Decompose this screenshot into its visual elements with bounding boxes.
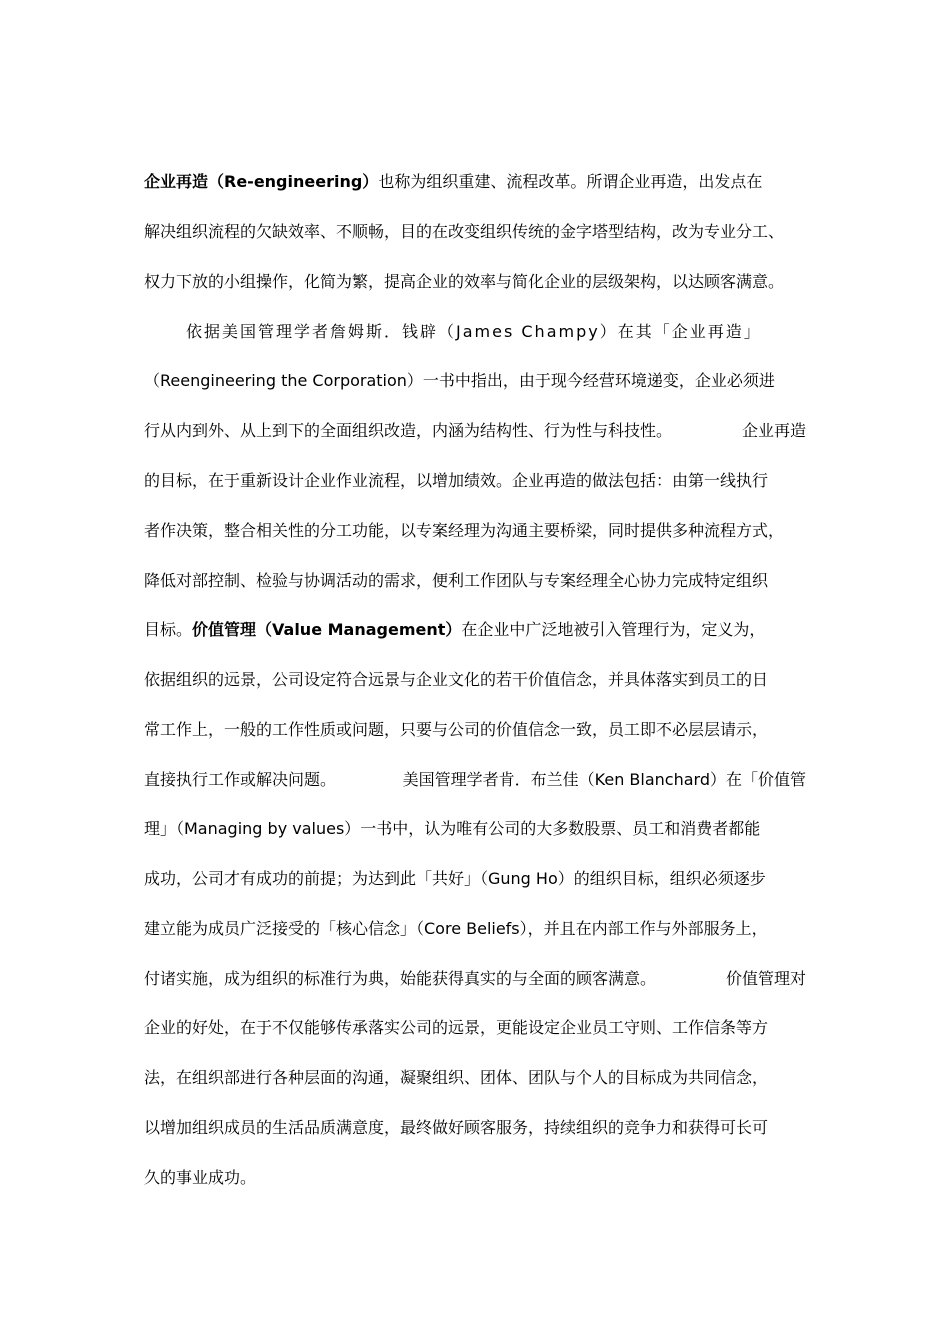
line-tail-text: 企业再造: [741, 421, 806, 440]
line-text: 法，在组织部进行各种层面的沟通，凝聚组织、团体、团队与个人的目标成为共同信念，: [144, 1068, 769, 1087]
paragraph-line: [144, 516, 784, 546]
line-text: 付诸实施，成为组织的标准行为典，始能获得真实的与全面的顾客满意。: [144, 969, 657, 988]
paragraph-line: [144, 914, 768, 944]
paragraph-line: [144, 1013, 768, 1043]
paragraph-line: [144, 765, 806, 795]
line-text: 久的事业成功。: [144, 1168, 257, 1187]
line-text: 理」（Managing by values）一书中，认为唯有公司的大多数股票、员工和消费者都能: [144, 819, 761, 838]
line-text: 的目标，在于重新设计企业作业流程，以增加绩效。企业再造的做法包括：由第一线执行: [144, 471, 769, 490]
paragraph-line: [144, 466, 768, 496]
line-text: 依据组织的远景，公司设定符合远景与企业文化的若干价值信念，并具体落实到员工的日: [144, 670, 769, 689]
line-text: 常工作上，一般的工作性质或问题，只要与公司的价值信念一致，员工即不必层层请示，: [144, 720, 769, 739]
line-text: 以增加组织成员的生活品质满意度，最终做好顾客服务，持续组织的竞争力和获得可长可: [144, 1118, 769, 1137]
paragraph-line: [144, 566, 768, 596]
line-text: 解决组织流程的欠缺效率、不顺畅，目的在改变组织传统的金字塔型结构，改为专业分工、: [144, 222, 785, 241]
term-reengineering: 企业再造（Re-engineering）: [144, 172, 379, 191]
paragraph-line: [144, 665, 768, 695]
paragraph-line: [144, 814, 760, 844]
line-lead-text: 目标。: [144, 620, 193, 639]
paragraph-line: [144, 715, 768, 745]
line-text: 降低对部控制、检验与协调活动的需求，便利工作团队与专案经理全心协力完成特定组织: [144, 571, 769, 590]
line-text: 者作决策，整合相关性的分工功能，以专案经理为沟通主要桥梁，同时提供多种流程方式，: [144, 521, 785, 540]
line-text: 依据美国管理学者詹姆斯．钱辟（James Champy）在其「企业再造」: [186, 322, 762, 341]
paragraph-line: [144, 1163, 256, 1193]
line-tail-text: 美国管理学者肯．布兰佳（Ken Blanchard）在「价值管: [402, 770, 806, 789]
line-text: （Reengineering the Corporation）一书中指出，由于现今经营环境递变，企业必须进: [144, 371, 775, 390]
line-text: 在企业中广泛地被引入管理行为，定义为，: [461, 620, 766, 639]
paragraph-line: [144, 964, 806, 994]
paragraph-line: [144, 864, 766, 894]
line-text: 行从内到外、从上到下的全面组织改造，内涵为结构性、行为性与科技性。: [144, 421, 673, 440]
line-text: 成功，公司才有成功的前提；为达到此「共好」（Gung Ho）的组织目标，组织必须逐步: [144, 869, 766, 888]
paragraph-line: [144, 1063, 768, 1093]
paragraph-line: [144, 1113, 768, 1143]
line-text: 企业的好处，在于不仅能够传承落实公司的远景，更能设定企业员工守则、工作信条等方: [144, 1018, 769, 1037]
paragraph-line: [144, 615, 765, 645]
paragraph-line: [144, 267, 784, 297]
line-tail-text: 价值管理对: [725, 969, 806, 988]
paragraph-line: [144, 366, 775, 396]
term-value-management: 价值管理（Value Management）: [192, 620, 462, 639]
line-text: 权力下放的小组操作，化简为繁，提高企业的效率与简化企业的层级架构，以达顾客满意。: [144, 272, 785, 291]
paragraph-line: [144, 416, 806, 446]
paragraph-line: [186, 317, 762, 347]
line-text: 建立能为成员广泛接受的「核心信念」（Core Beliefs），并且在内部工作与外部服务上，: [144, 919, 768, 938]
line-text: 也称为组织重建、流程改革。所谓企业再造，出发点在: [378, 172, 763, 191]
paragraph-line: [144, 217, 784, 247]
line-text: 直接执行工作或解决问题。: [144, 770, 337, 789]
paragraph-line: [144, 167, 762, 197]
